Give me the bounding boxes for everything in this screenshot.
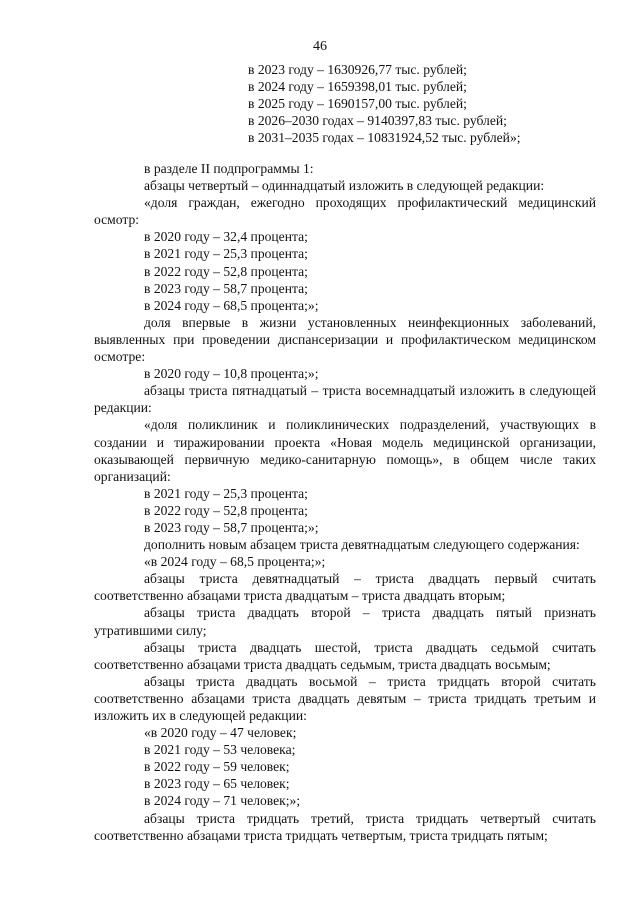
budget-line: в 2025 году – 1690157,00 тыс. рублей; bbox=[248, 96, 467, 112]
paragraph: «доля граждан, ежегодно проходящих профилактический медицинский осмотр: bbox=[94, 195, 596, 228]
list-item: в 2023 году – 58,7 процента;»; bbox=[144, 519, 319, 535]
list-item: в 2022 году – 59 человек; bbox=[144, 759, 290, 775]
list-item: в 2020 году – 32,4 процента; bbox=[144, 229, 308, 245]
paragraph: абзацы триста двадцать восьмой – триста тридцать второй считать соответственно абзацами триста двадцать девятым – триста тридцать третьим и изложить их в следующей редакции: bbox=[94, 673, 596, 723]
list-item: в 2024 году – 68,5 процента;»; bbox=[144, 297, 319, 313]
budget-list bbox=[248, 61, 521, 146]
list-item: «в 2024 году – 68,5 процента;»; bbox=[144, 554, 326, 570]
paragraph: абзацы триста пятнадцатый – триста восемнадцатый изложить в следующей редакции: bbox=[94, 383, 596, 416]
list-item: в 2023 году – 58,7 процента; bbox=[144, 280, 308, 296]
paragraph: абзацы триста двадцать шестой, триста двадцать седьмой считать соответственно абзацами триста двадцать седьмым, триста двадцать восьмым; bbox=[94, 639, 596, 672]
list-item: в 2021 году – 25,3 процента; bbox=[144, 246, 308, 262]
list-item: в 2024 году – 71 человек;»; bbox=[144, 793, 301, 809]
list-item: в 2023 году – 65 человек; bbox=[144, 776, 290, 792]
list-item: «в 2020 году – 47 человек; bbox=[144, 725, 297, 741]
budget-line: в 2031–2035 годах – 10831924,52 тыс. рублей»; bbox=[248, 130, 521, 146]
list-item: в 2022 году – 52,8 процента; bbox=[144, 502, 308, 518]
paragraph: дополнить новым абзацем триста девятнадцатым следующего содержания: bbox=[144, 537, 580, 553]
list-item: в 2021 году – 25,3 процента; bbox=[144, 485, 308, 501]
list-item: в 2022 году – 52,8 процента; bbox=[144, 263, 308, 279]
budget-line: в 2024 году – 1659398,01 тыс. рублей; bbox=[248, 79, 467, 95]
page-number: 46 bbox=[313, 39, 327, 54]
budget-line: в 2023 году – 1630926,77 тыс. рублей; bbox=[248, 62, 467, 77]
paragraph: в разделе II подпрограммы 1: bbox=[144, 161, 314, 176]
paragraph: доля впервые в жизни установленных неинфекционных заболеваний, выявленных при проведении диспансеризации и профилактическом медицинском осмотре: bbox=[94, 314, 596, 365]
paragraph: абзацы четвертый – одиннадцатый изложить в следующей редакции: bbox=[144, 178, 545, 194]
paragraph: абзацы триста тридцать третий, триста тридцать четвертый считать соответственно абзацами триста тридцать четвертым, триста тридцать пятым; bbox=[94, 810, 596, 843]
paragraph: абзацы триста девятнадцатый – триста двадцать первый считать соответственно абзацами триста двадцатым – триста двадцать вторым; bbox=[94, 571, 596, 604]
paragraph: абзацы триста двадцать второй – триста двадцать пятый признать утратившими силу; bbox=[94, 605, 596, 638]
list-item: в 2021 году – 53 человека; bbox=[144, 742, 296, 758]
budget-line: в 2026–2030 годах – 9140397,83 тыс. рублей; bbox=[248, 113, 507, 129]
list-item: в 2020 году – 10,8 процента;»; bbox=[144, 366, 319, 382]
document-body bbox=[94, 160, 596, 844]
paragraph: «доля поликлиник и поликлинических подразделений, участвующих в создании и тиражировании проекта «Новая модель медицинской организации, оказывающей первичную медико-санитарную помощь», в общем числе таких организаций: bbox=[94, 417, 596, 484]
